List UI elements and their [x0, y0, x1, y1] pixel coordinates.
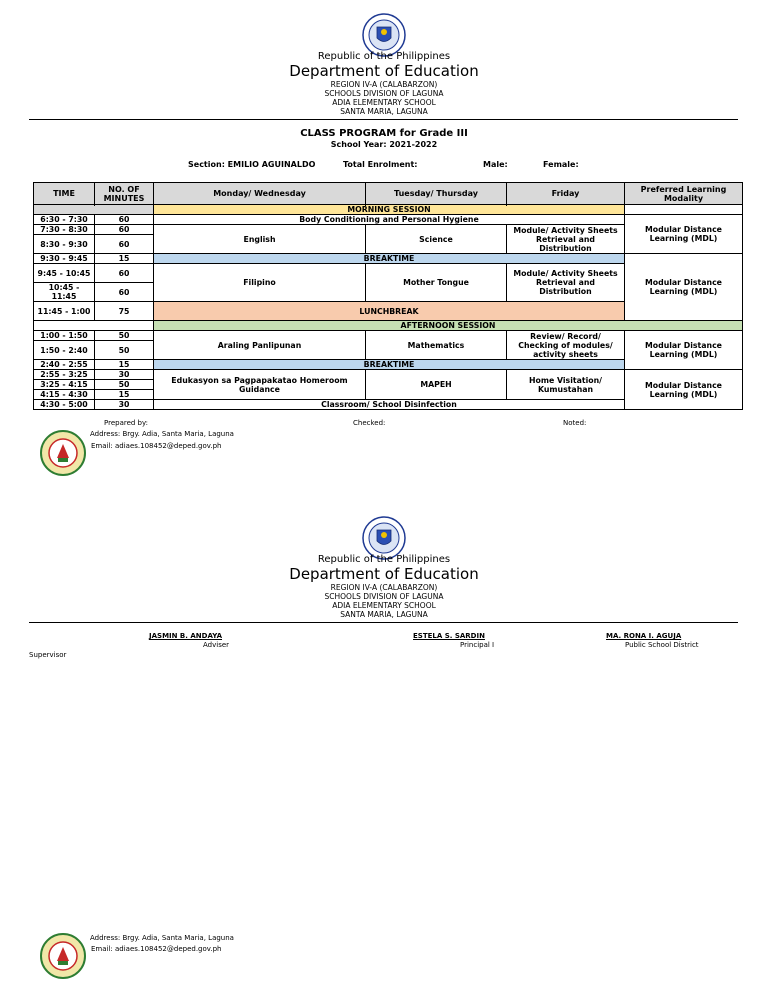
region-label: REGION IV-A (CALABARZON) — [330, 583, 438, 592]
division-label: SCHOOLS DIVISION OF LAGUNA — [324, 592, 444, 601]
modality-cell: Modular Distance Learning (MDL) — [625, 370, 743, 410]
class-schedule-table — [33, 182, 743, 410]
breaktime-label: BREAKTIME — [154, 254, 625, 264]
minutes-cell: 50 — [95, 380, 154, 390]
school-label: ADIA ELEMENTARY SCHOOL — [332, 98, 436, 107]
minutes-cell: 15 — [95, 390, 154, 400]
subject-cell: Mother Tongue — [366, 264, 507, 302]
time-cell: 9:45 - 10:45 — [34, 264, 95, 283]
time-cell: 4:30 - 5:00 — [34, 400, 95, 410]
header-modality: Preferred Learning Modality — [625, 183, 743, 205]
time-cell: 6:30 - 7:30 — [34, 215, 95, 225]
minutes-cell: 60 — [95, 215, 154, 225]
modality-cell: Modular Distance Learning (MDL) — [625, 331, 743, 370]
time-cell: 2:40 - 2:55 — [34, 360, 95, 370]
minutes-cell: 15 — [95, 360, 154, 370]
time-cell: 4:15 - 4:30 — [34, 390, 95, 400]
minutes-cell: 60 — [95, 235, 154, 254]
table-row — [34, 370, 743, 380]
school-year: School Year: 2021-2022 — [330, 140, 438, 149]
subject-cell: Review/ Record/ Checking of modules/ activity sheets — [507, 331, 625, 360]
time-cell: 10:45 - 11:45 — [34, 283, 95, 302]
minutes-cell: 60 — [95, 264, 154, 283]
noted-label: Noted: — [563, 419, 587, 427]
location-label: SANTA MARIA, LAGUNA — [340, 107, 428, 116]
time-cell: 3:25 - 4:15 — [34, 380, 95, 390]
subject-cell: Filipino — [154, 264, 366, 302]
school-logo-icon — [40, 430, 86, 476]
header-friday: Friday — [507, 183, 625, 205]
table-header-row — [34, 183, 743, 205]
address-text: Address: Brgy. Adia, Santa Maria, Laguna — [90, 430, 234, 438]
time-cell: 7:30 - 8:30 — [34, 225, 95, 235]
modality-cell: Modular Distance Learning (MDL) — [625, 254, 743, 321]
minutes-cell: 15 — [95, 254, 154, 264]
minutes-cell: 30 — [95, 400, 154, 410]
supervisor-name: MA. RONA I. AGUJA — [606, 632, 682, 640]
time-cell: 8:30 - 9:30 — [34, 235, 95, 254]
school-logo-icon — [40, 933, 86, 979]
email-text: Email: adiaes.108452@deped.gov.ph — [91, 442, 222, 450]
email-text: Email: adiaes.108452@deped.gov.ph — [91, 945, 222, 953]
modality-cell: Modular Distance Learning (MDL) — [625, 215, 743, 254]
time-cell: 1:00 - 1:50 — [34, 331, 95, 341]
checked-label: Checked: — [353, 419, 386, 427]
subject-cell: English — [154, 225, 366, 254]
republic-label: Republic of the Philippines — [317, 51, 451, 62]
principal-name: ESTELA S. SARDIN — [413, 632, 485, 640]
subject-cell: Edukasyon sa Pagpapakatao Homeroom Guidance — [154, 370, 366, 400]
location-label: SANTA MARIA, LAGUNA — [340, 610, 428, 619]
minutes-cell: 60 — [95, 225, 154, 235]
table-row — [34, 205, 743, 215]
header-divider — [29, 622, 738, 623]
time-cell: 11:45 - 1:00 — [34, 302, 95, 321]
supervisor-role: Public School District — [625, 641, 699, 649]
header-tuesday-thursday: Tuesday/ Thursday — [366, 183, 507, 205]
subject-cell: Araling Panlipunan — [154, 331, 366, 360]
lunchbreak-label: LUNCHBREAK — [154, 302, 625, 321]
header-divider — [29, 119, 738, 120]
subject-cell: Module/ Activity Sheets Retrieval and Distribution — [507, 264, 625, 302]
subject-cell: Mathematics — [366, 331, 507, 360]
male-label: Male: — [483, 160, 508, 169]
principal-role: Principal I — [460, 641, 495, 649]
table-row — [34, 215, 743, 225]
prepared-by-label: Prepared by: — [104, 419, 148, 427]
minutes-cell: 30 — [95, 370, 154, 380]
activity-cell: Body Conditioning and Personal Hygiene — [154, 215, 625, 225]
minutes-cell: 50 — [95, 331, 154, 341]
header-time: TIME — [34, 183, 95, 205]
minutes-cell: 75 — [95, 302, 154, 321]
adviser-name: JASMIN B. ANDAYA — [149, 632, 223, 640]
republic-label: Republic of the Philippines — [317, 554, 451, 565]
region-label: REGION IV-A (CALABARZON) — [330, 80, 438, 89]
time-cell: 9:30 - 9:45 — [34, 254, 95, 264]
time-cell: 1:50 - 2:40 — [34, 341, 95, 360]
minutes-cell: 60 — [95, 283, 154, 302]
table-row — [34, 254, 743, 264]
supervisor-role-continued: Supervisor — [29, 651, 67, 659]
time-cell: 2:55 - 3:25 — [34, 370, 95, 380]
section-label: Section: EMILIO AGUINALDO — [188, 160, 316, 169]
subject-cell: Science — [366, 225, 507, 254]
table-row — [34, 321, 743, 331]
afternoon-session-label: AFTERNOON SESSION — [154, 321, 743, 331]
adviser-role: Adviser — [203, 641, 230, 649]
morning-session-label: MORNING SESSION — [154, 205, 625, 215]
school-label: ADIA ELEMENTARY SCHOOL — [332, 601, 436, 610]
address-text: Address: Brgy. Adia, Santa Maria, Laguna — [90, 934, 234, 942]
division-label: SCHOOLS DIVISION OF LAGUNA — [324, 89, 444, 98]
table-row — [34, 331, 743, 341]
minutes-cell: 50 — [95, 341, 154, 360]
breaktime-label: BREAKTIME — [154, 360, 625, 370]
subject-cell: Home Visitation/ Kumustahan — [507, 370, 625, 400]
header-monday-wednesday: Monday/ Wednesday — [154, 183, 366, 205]
total-enrolment-label: Total Enrolment: — [343, 160, 418, 169]
subject-cell: MAPEH — [366, 370, 507, 400]
program-title: CLASS PROGRAM for Grade III — [300, 128, 468, 139]
department-title: Department of Education — [289, 565, 479, 583]
subject-cell: Module/ Activity Sheets Retrieval and Distribution — [507, 225, 625, 254]
department-title: Department of Education — [289, 62, 479, 80]
female-label: Female: — [543, 160, 579, 169]
header-minutes: NO. OF MINUTES — [95, 183, 154, 205]
activity-cell: Classroom/ School Disinfection — [154, 400, 625, 410]
